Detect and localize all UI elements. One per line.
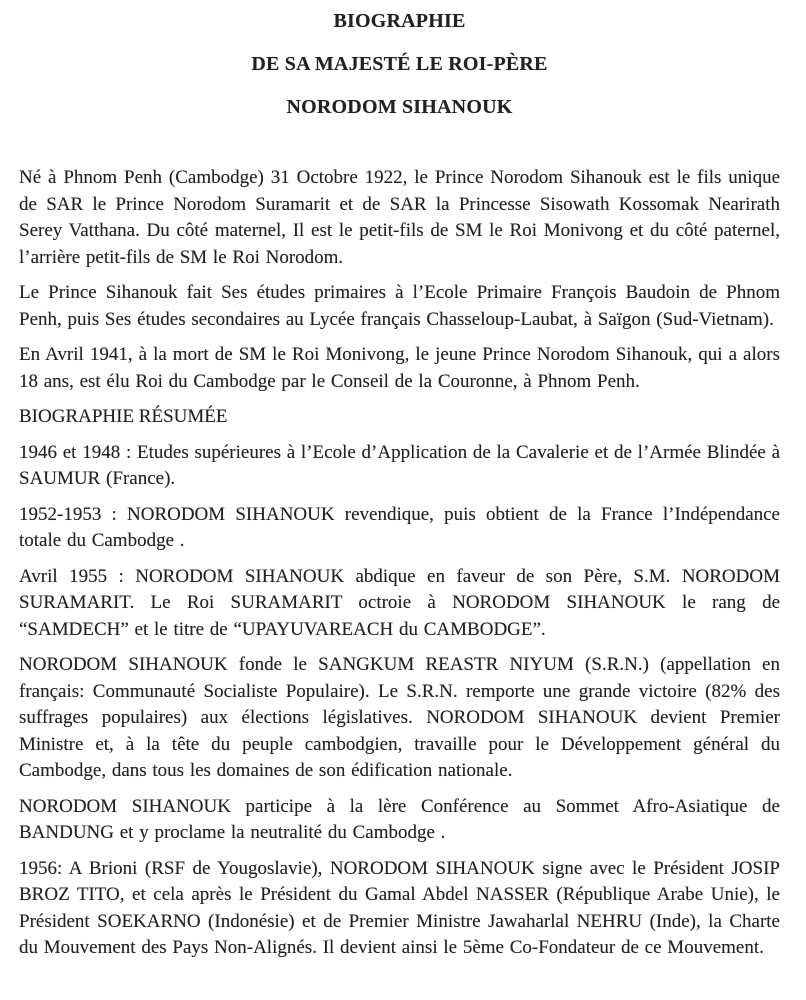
document-body (19, 165, 780, 962)
resume-paragraph-1956-brioni: 1956: A Brioni (RSF de Yougoslavie), NORODOM SIHANOUK signe avec le Président JOSIP BROZ TITO, et cela après le Président du Gamal Abdel NASSER (République Arabe Unie), le Président SOEKARNO (Indonésie) et de Premier Ministre Jawaharlal NEHRU (Inde), la Charte du Mouvement des Pays Non-Alignés. Il devient ainsi le 5ème Co-Fondateur de ce Mouvement. (19, 857, 780, 958)
resume-paragraph-bandung: NORODOM SIHANOUK participe à la lère Conférence au Sommet Afro-Asiatique de BANDUNG et y proclame la neutralité du Cambodge . (19, 795, 780, 843)
intro-paragraph-coronation: En Avril 1941, à la mort de SM le Roi Monivong, le jeune Prince Norodom Sihanouk, qui a alors 18 ans, est élu Roi du Cambodge par le Conseil de la Couronne, à Phnom Penh. (19, 344, 780, 392)
intro-paragraph-studies: Le Prince Sihanouk fait Ses études primaires à l’Ecole Primaire François Baudoin de Phnom Penh, puis Ses études secondaires au Lycée français Chasseloup-Laubat, à Saïgon (Sud-Vietnam). (19, 282, 780, 330)
document-title-line-2: DE SA MAJESTÉ LE ROI-PÈRE (251, 53, 548, 75)
resume-paragraph-1946-1948: 1946 et 1948 : Etudes supérieures à l’Ecole d’Application de la Cavalerie et de l’Armée Blindée à SAUMUR (France). (19, 441, 780, 489)
resume-paragraph-1952-1953: 1952-1953 : NORODOM SIHANOUK revendique, puis obtient de la France l’Indépendance totale du Cambodge . (19, 503, 780, 551)
document-title-line-1: BIOGRAPHIE (333, 10, 466, 32)
resume-paragraph-sangkum: NORODOM SIHANOUK fonde le SANGKUM REASTR NIYUM (S.R.N.) (appellation en français: Communauté Socialiste Populaire). Le S.R.N. remporte une grande victoire (82% des suffrages populaires) aux élections législatives. NORODOM SIHANOUK devient Premier Ministre et, à la tête du peuple cambodgien, travaille pour le Développement général du Cambodge, dans tous les domaines de son édification nationale. (19, 654, 780, 781)
resume-paragraph-avril-1955: Avril 1955 : NORODOM SIHANOUK abdique en faveur de son Père, S.M. NORODOM SURAMARIT. Le Roi SURAMARIT octroie à NORODOM SIHANOUK le rang de “SAMDECH” et le titre de “UPAYUVAREACH du CAMBODGE”. (19, 565, 780, 640)
intro-paragraph-birth: Né à Phnom Penh (Cambodge) 31 Octobre 1922, le Prince Norodom Sihanouk est le fils unique de SAR le Prince Norodom Suramarit et de SAR la Princesse Sisowath Kossomak Nearirath Serey Vatthana. Du côté maternel, Il est le petit-fils de SM le Roi Monivong et du côté paternel, l’arrière petit-fils de SM le Roi Norodom. (19, 167, 780, 268)
document-header (19, 10, 780, 118)
section-heading-biographie-resumee: BIOGRAPHIE RÉSUMÉE (19, 406, 228, 427)
document-title-line-3: NORODOM SIHANOUK (286, 96, 513, 118)
